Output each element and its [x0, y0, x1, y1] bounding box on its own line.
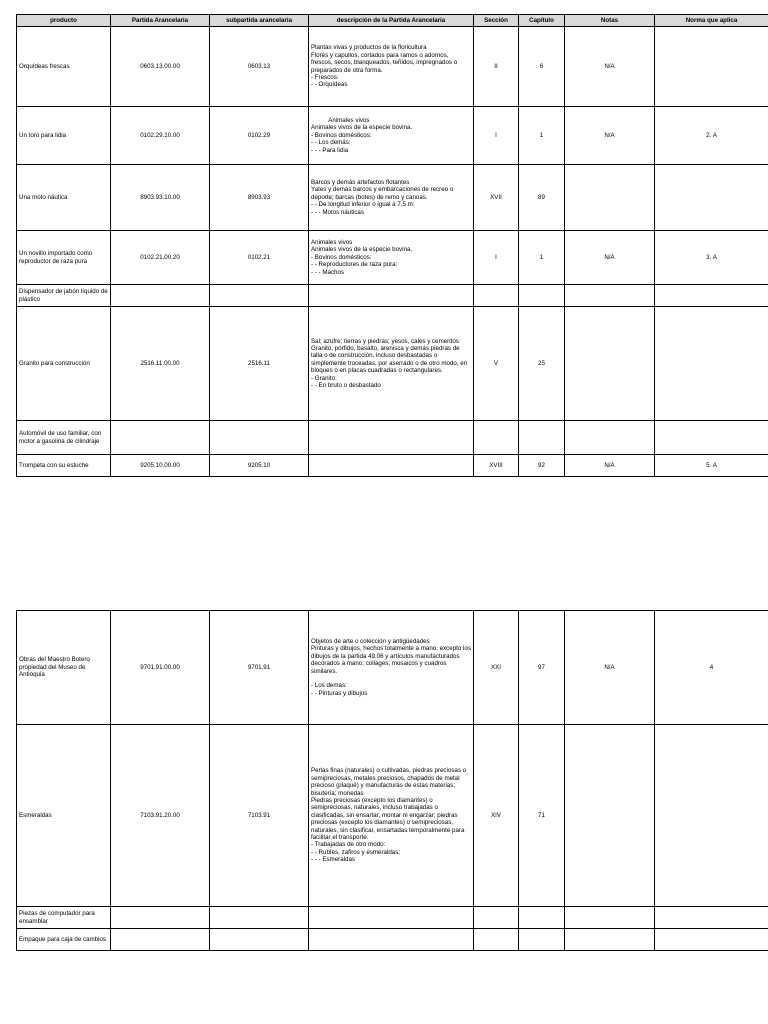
table-row — [17, 27, 768, 107]
cell-norma — [655, 929, 768, 951]
table-row — [17, 611, 768, 725]
tariff-table-2 — [16, 610, 768, 951]
cell-capitulo: 1 — [519, 231, 565, 285]
cell-partida — [111, 421, 210, 455]
cell-subpartida: 0603.13 — [210, 27, 309, 107]
cell-seccion — [474, 421, 519, 455]
header-notas: Notas — [565, 15, 655, 27]
cell-norma — [655, 165, 768, 231]
table-row — [17, 285, 768, 307]
header-norma: Norma que aplica — [655, 15, 768, 27]
cell-norma: 4 — [655, 611, 768, 725]
cell-norma: 2. A — [655, 107, 768, 165]
cell-seccion: II — [474, 27, 519, 107]
cell-descripcion — [309, 231, 474, 285]
descripcion-line: Animales vivos de la especie bovina. — [311, 124, 413, 132]
descripcion-line: - - Los demás: — [311, 139, 351, 147]
descripcion-line: Animales vivos — [311, 238, 353, 246]
descripcion-line: - - - Para lidia — [311, 146, 349, 154]
cell-descripcion — [309, 307, 474, 421]
descripcion-line: Yates y demás barcos y embarcaciones de recreo o deporte; barcas (botes) de remo y canoas. — [311, 186, 456, 201]
cell-capitulo — [519, 929, 565, 951]
header-producto: producto — [17, 15, 111, 27]
cell-seccion: XVIII — [474, 455, 519, 477]
table-row — [17, 107, 768, 165]
cell-seccion — [474, 907, 519, 929]
table-row — [17, 165, 768, 231]
descripcion-line: - - Rubíes, zafiros y esmeraldas: — [311, 848, 401, 856]
cell-descripcion — [309, 285, 474, 307]
cell-seccion: XXI — [474, 611, 519, 725]
descripcion-line: - - En bruto o desbastado — [311, 382, 381, 390]
cell-producto: Esmeraldas — [17, 725, 111, 907]
descripcion-line: - - Orquídeas — [311, 81, 348, 89]
descripcion-line: Piedras preciosas (excepto los diamantes) o semipreciosas, naturales, incluso trabajadas o clasificadas, sin ensartar, montar ni engarzar; piedras preciosas (excepto los diamantes) o semipreciosas, naturales, sin clasificar, ensartadas temporalmente para facilitar el transporte. — [311, 796, 467, 842]
cell-descripcion — [309, 725, 474, 907]
cell-notas — [565, 307, 655, 421]
cell-norma — [655, 285, 768, 307]
descripcion-line: - Bovinos domésticos: — [311, 253, 372, 261]
cell-capitulo — [519, 421, 565, 455]
descripcion-line: Objetos de arte o colección y antigüedades — [311, 637, 430, 645]
cell-subpartida: 9701.91 — [210, 611, 309, 725]
table-row — [17, 231, 768, 285]
cell-seccion: I — [474, 107, 519, 165]
descripcion-line: Animales vivos — [311, 116, 370, 124]
cell-producto: Un novillo importado como reproductor de raza pura — [17, 231, 111, 285]
header-partida: Partida Arancelaria — [111, 15, 210, 27]
descripcion-line — [311, 675, 471, 682]
cell-capitulo: 25 — [519, 307, 565, 421]
cell-producto: Obras del Maestro Botero propiedad del Museo de Antioquia — [17, 611, 111, 725]
cell-producto: Dispensador de jabón líquido de plástico — [17, 285, 111, 307]
tariff-table-1 — [16, 14, 768, 477]
descripcion-line: - - - Motos náuticas — [311, 208, 364, 216]
descripcion-line: Flores y capullos, cortados para ramos o adornos, frescos, secos, blanqueados, teñidos, impregnados o preparados de otra forma. — [311, 51, 459, 74]
descripcion-line: - - Pinturas y dibujos — [311, 689, 368, 697]
cell-norma — [655, 421, 768, 455]
cell-descripcion — [309, 165, 474, 231]
cell-producto: Empaque para caja de cambios — [17, 929, 111, 951]
cell-subpartida: 0102.21 — [210, 231, 309, 285]
table-row — [17, 307, 768, 421]
table-row — [17, 907, 768, 929]
cell-subpartida: 8903.93 — [210, 165, 309, 231]
header-row — [17, 15, 768, 27]
descripcion-line: - - - Esmeraldas — [311, 856, 356, 864]
cell-seccion: V — [474, 307, 519, 421]
cell-partida: 0102.29.10.00 — [111, 107, 210, 165]
header-seccion: Sección — [474, 15, 519, 27]
descripcion-line: - - De longitud inferior o igual a 7,5 m: — [311, 201, 415, 209]
cell-seccion — [474, 285, 519, 307]
cell-norma: 3. A — [655, 231, 768, 285]
cell-producto: Una moto náutica — [17, 165, 111, 231]
header-capitulo: Capítulo — [519, 15, 565, 27]
cell-norma — [655, 907, 768, 929]
descripcion-line: Sal; azufre; tierras y piedras; yesos, cales y cementos — [311, 337, 459, 345]
cell-notas — [565, 907, 655, 929]
cell-notas: N/A — [565, 611, 655, 725]
descripcion-line: Animales vivos de la especie bovina. — [311, 246, 413, 254]
cell-notas: N/A — [565, 455, 655, 477]
cell-subpartida — [210, 929, 309, 951]
cell-partida: 7103.91.20.00 — [111, 725, 210, 907]
descripcion-line: - Trabajadas de otro modo: — [311, 841, 386, 849]
descripcion-line: Granito, pórfido, basalto, arenisca y demás piedras de talla o de construcción, incluso desbastadas o simplemente troceadas, por aserrado o de otro modo, en bloques o en placas cuadradas o rectangulares. — [311, 344, 469, 375]
cell-notas — [565, 421, 655, 455]
cell-seccion — [474, 929, 519, 951]
cell-producto: Orquídeas frescas — [17, 27, 111, 107]
cell-producto: Un toro para lidia — [17, 107, 111, 165]
cell-notas — [565, 165, 655, 231]
cell-descripcion — [309, 455, 474, 477]
cell-producto: Automóvil de uso familiar, con motor a gasolina de cilindraje — [17, 421, 111, 455]
descripcion-line: - Bovinos domésticos: — [311, 131, 372, 139]
cell-subpartida — [210, 907, 309, 929]
cell-capitulo: 97 — [519, 611, 565, 725]
cell-subpartida — [210, 421, 309, 455]
cell-capitulo — [519, 907, 565, 929]
descripcion-line: - Frescos: — [311, 73, 339, 81]
cell-norma — [655, 307, 768, 421]
cell-partida: 9701.91.00.00 — [111, 611, 210, 725]
cell-notas — [565, 725, 655, 907]
cell-partida: 0102.21.00.20 — [111, 231, 210, 285]
cell-partida: 0603.13.00.00 — [111, 27, 210, 107]
cell-norma — [655, 725, 768, 907]
cell-subpartida: 9205.10 — [210, 455, 309, 477]
cell-producto: Trompeta con su estuche — [17, 455, 111, 477]
cell-seccion: I — [474, 231, 519, 285]
table-row — [17, 421, 768, 455]
descripcion-line: - Los demás: — [311, 682, 347, 690]
cell-partida — [111, 285, 210, 307]
cell-notas: N/A — [565, 107, 655, 165]
cell-capitulo: 89 — [519, 165, 565, 231]
cell-partida — [111, 929, 210, 951]
cell-capitulo: 92 — [519, 455, 565, 477]
cell-partida — [111, 907, 210, 929]
cell-capitulo — [519, 285, 565, 307]
header-subpartida: subpartida arancelaria — [210, 15, 309, 27]
header-descripcion: descripción de la Partida Arancelaria — [309, 15, 474, 27]
cell-subpartida: 0102.29 — [210, 107, 309, 165]
cell-partida: 9205.10.00.00 — [111, 455, 210, 477]
cell-capitulo: 71 — [519, 725, 565, 907]
cell-descripcion — [309, 611, 474, 725]
cell-subpartida: 2516.11 — [210, 307, 309, 421]
table-row — [17, 455, 768, 477]
cell-descripcion — [309, 107, 474, 165]
cell-producto: Granito para construcción — [17, 307, 111, 421]
cell-norma: 5. A — [655, 455, 768, 477]
descripcion-line: Plantas vivas y productos de la floricultura — [311, 44, 427, 52]
descripcion-line: - - Reproductores de raza pura: — [311, 261, 398, 269]
cell-partida: 8903.93.10.00 — [111, 165, 210, 231]
cell-descripcion — [309, 907, 474, 929]
cell-descripcion — [309, 421, 474, 455]
cell-notas: N/A — [565, 231, 655, 285]
descripcion-line: Pinturas y dibujos, hechos totalmente a mano, excepto los dibujos de la partida 49.06 y artículos manufacturados decorados a mano; collages, mosaicos y cuadros similares. — [311, 645, 473, 675]
cell-producto: Piezas de computador para ensamblar — [17, 907, 111, 929]
cell-norma — [655, 27, 768, 107]
cell-notas — [565, 929, 655, 951]
cell-seccion: XVII — [474, 165, 519, 231]
descripcion-line: Perlas finas (naturales) o cultivadas, piedras preciosas o semipreciosas, metales preciosos, chapados de metal precioso (plaqué) y manufacturas de estas materias; bisutería; monedas — [311, 767, 468, 797]
cell-seccion: XIV — [474, 725, 519, 907]
cell-descripcion — [309, 929, 474, 951]
table-row — [17, 929, 768, 951]
cell-notas: N/A — [565, 27, 655, 107]
cell-capitulo: 6 — [519, 27, 565, 107]
cell-subpartida — [210, 285, 309, 307]
cell-subpartida: 7103.91 — [210, 725, 309, 907]
descripcion-line: Barcos y demás artefactos flotantes — [311, 178, 410, 186]
cell-notas — [565, 285, 655, 307]
cell-capitulo: 1 — [519, 107, 565, 165]
descripcion-line: - - - Machos — [311, 268, 345, 276]
cell-descripcion — [309, 27, 474, 107]
table-row — [17, 725, 768, 907]
cell-partida: 2516.11.00.00 — [111, 307, 210, 421]
descripcion-line: - Granito: — [311, 374, 337, 382]
